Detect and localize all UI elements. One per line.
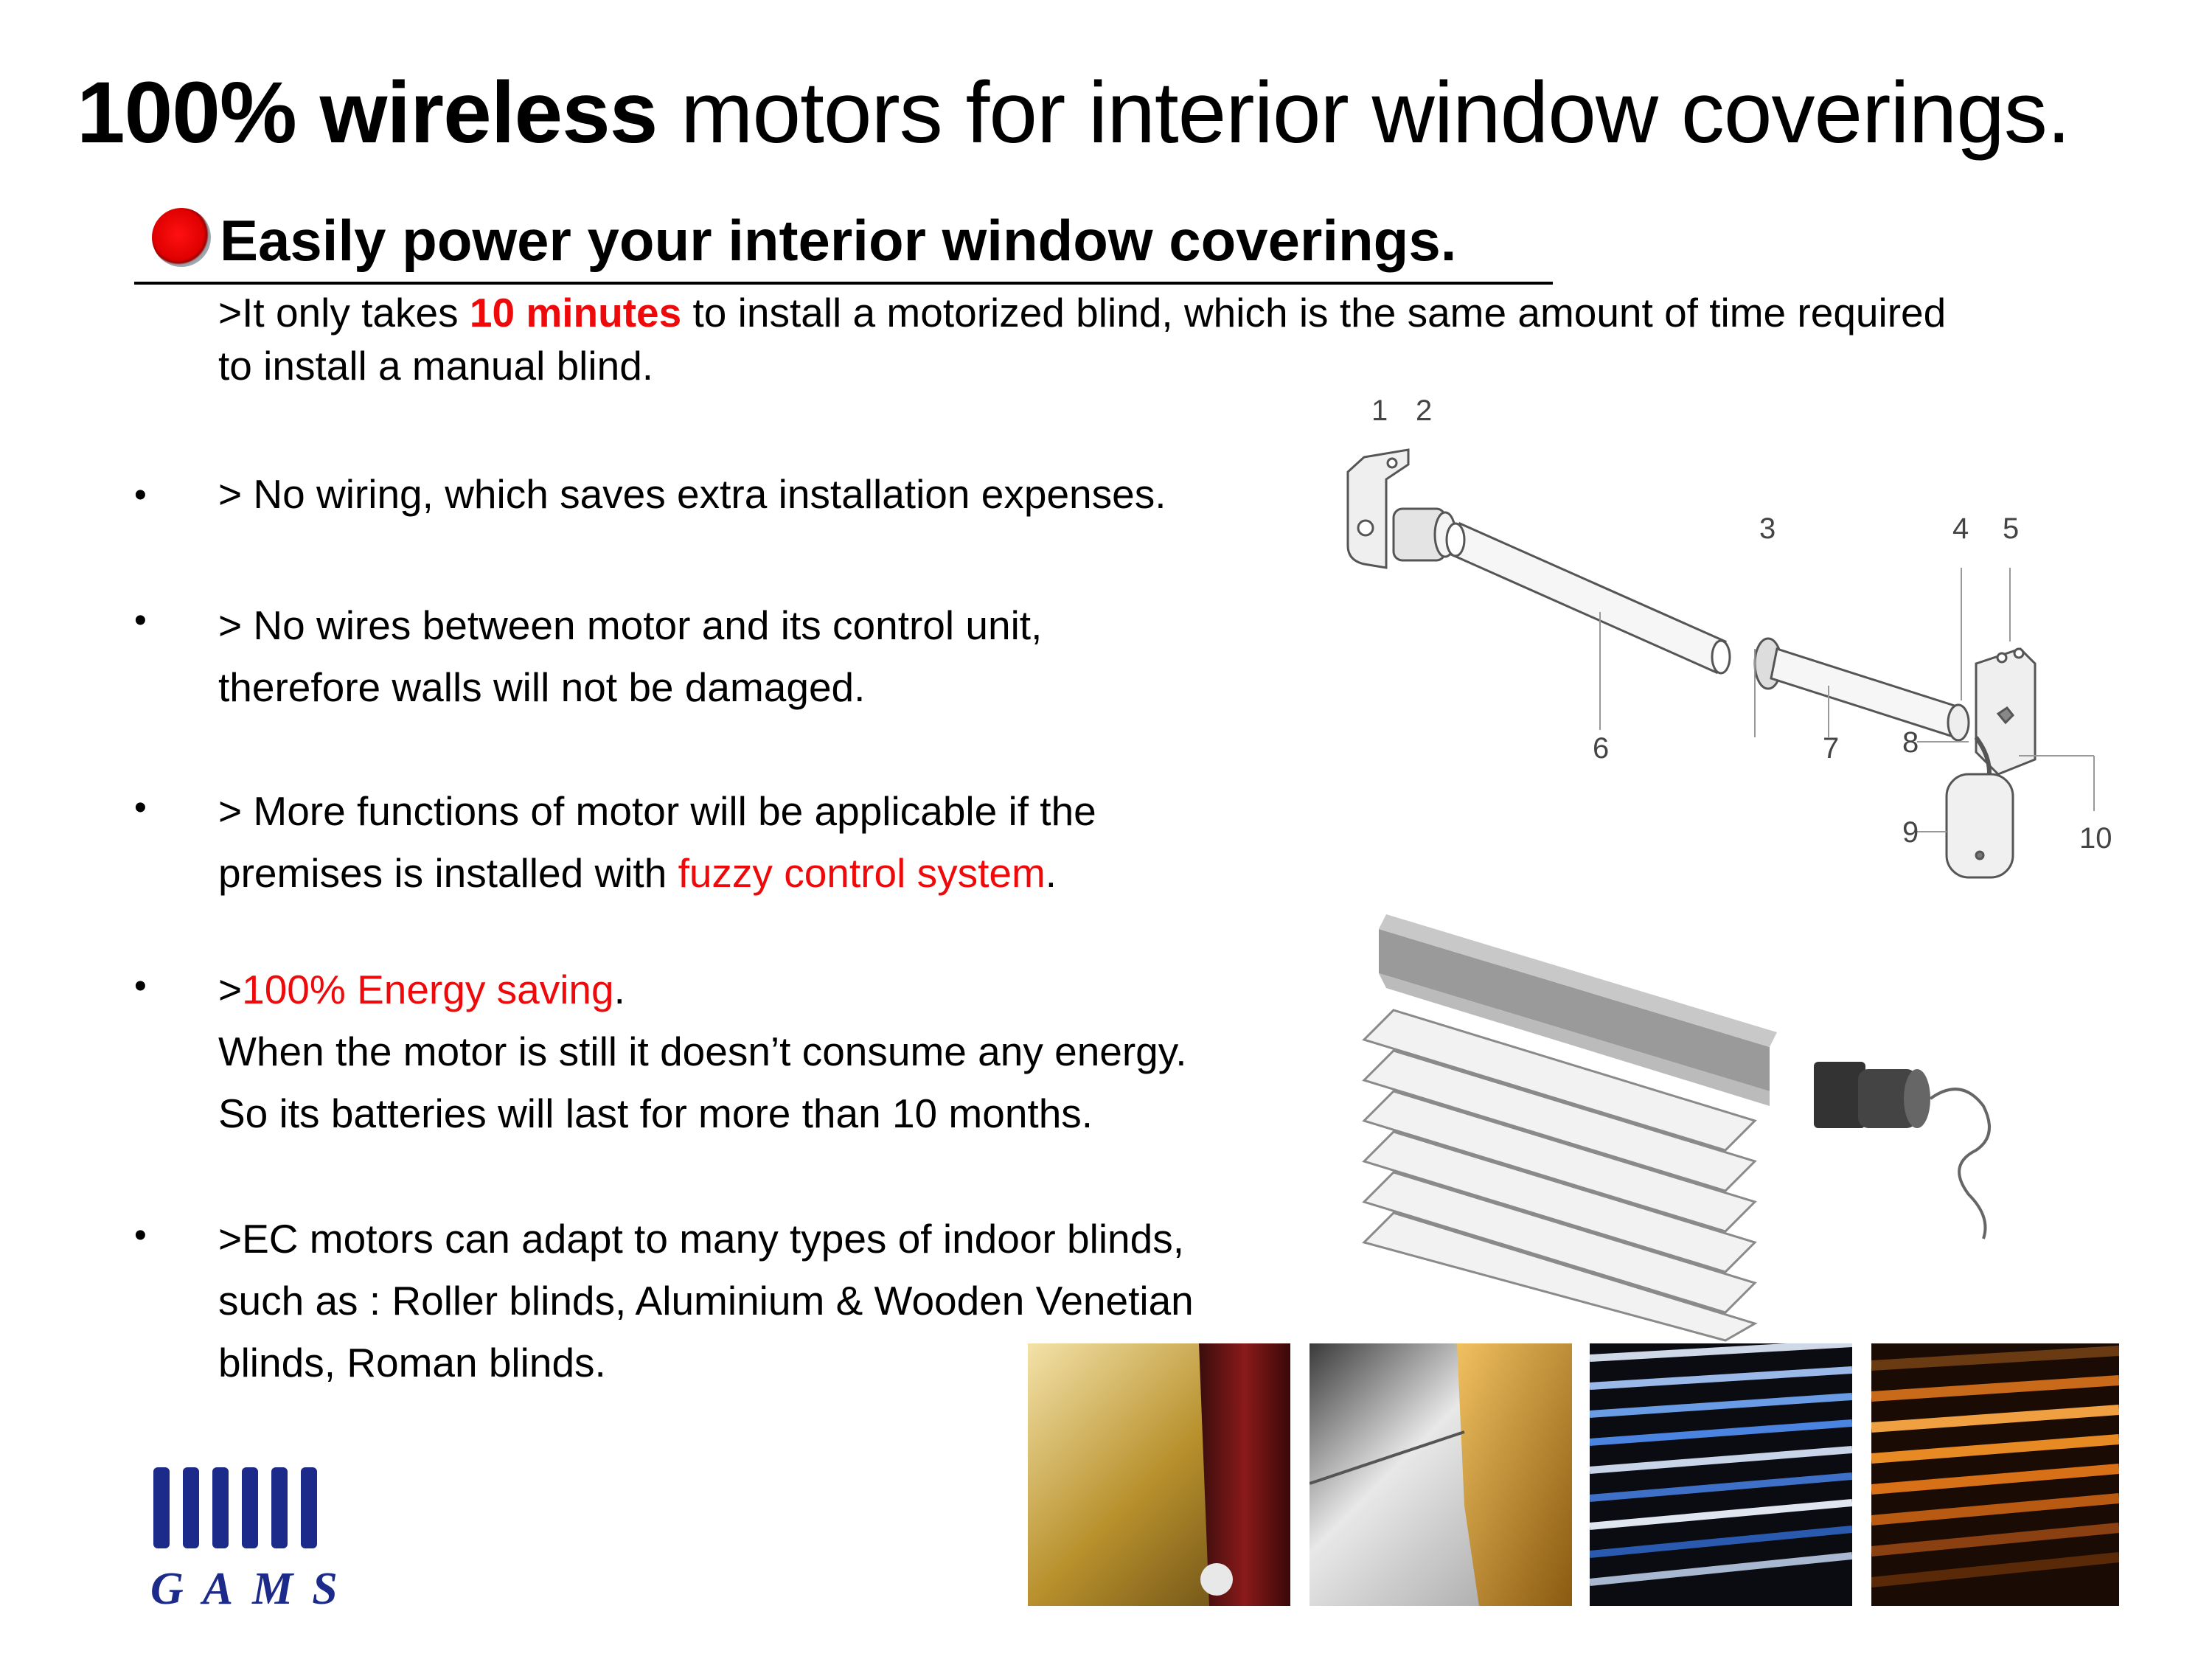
- wooden-venetian-photo: [1871, 1343, 2119, 1606]
- energy-saving-highlight: 100% Energy saving: [242, 967, 614, 1012]
- part-number-2: 2: [1416, 394, 1433, 427]
- part-number-4: 4: [1952, 512, 1969, 545]
- title-bold: 100% wireless: [77, 64, 658, 161]
- bullet-marker: •: [134, 788, 147, 827]
- subheading: Easily power your interior window coverings.: [220, 208, 1457, 273]
- bullet-no-wires: > No wires between motor and its control unit, therefore walls will not be damaged.: [218, 602, 1043, 710]
- bullet-energy-saving: >100% Energy saving. When the motor is still it doesn’t consume any energy. So its batteries will last for more than 10 months.: [218, 967, 1187, 1136]
- battery-pack-part: [1947, 774, 2013, 877]
- tube-end-part: [1771, 649, 1961, 737]
- part-number-8: 8: [1902, 726, 1919, 759]
- bullet-marker: •: [134, 967, 147, 1006]
- bullet-more-functions: > More functions of motor will be applicable if the premises is installed with fuzzy control system.: [218, 788, 1096, 896]
- bullet-marker: •: [134, 1216, 147, 1255]
- part-number-6: 6: [1593, 732, 1610, 765]
- part-number-7: 7: [1823, 732, 1840, 765]
- motor-exploded-diagram: [1312, 383, 2138, 914]
- page-title: [77, 58, 2070, 168]
- ten-minutes-highlight: 10 minutes: [469, 290, 682, 335]
- red-dot-bullet-icon: [152, 208, 211, 267]
- intro-text: [218, 286, 1946, 392]
- intro-line-1: >It only takes 10 minutes to install a motorized blind, which is the same amount of time required: [218, 290, 1947, 335]
- title-rest: motors for interior window coverings.: [657, 64, 2070, 161]
- part-number-1: 1: [1371, 394, 1388, 427]
- roman-blind-photo: [1310, 1343, 1572, 1606]
- venetian-blind-illustration: [1357, 900, 2035, 1342]
- bullet-no-wiring: > No wiring, which saves extra installation expenses.: [218, 471, 1166, 517]
- bullet-ec-motors: >EC motors can adapt to many types of indoor blinds, such as : Roller blinds, Aluminium & Wooden Venetian blinds, Roman blinds.: [218, 1216, 1194, 1385]
- roller-blind-photo: [1028, 1343, 1290, 1606]
- bullet-marker: •: [134, 476, 147, 515]
- bullet-marker: •: [134, 601, 147, 640]
- part-number-10: 10: [2079, 822, 2112, 855]
- part-number-3: 3: [1759, 512, 1776, 545]
- logo-text: GAMS: [150, 1564, 357, 1614]
- aluminium-venetian-photo: [1590, 1343, 1852, 1606]
- tube-part: [1451, 524, 1725, 672]
- fuzzy-control-highlight: fuzzy control system: [678, 850, 1046, 896]
- intro-line-2: to install a manual blind.: [218, 343, 654, 389]
- part-number-5: 5: [2003, 512, 2020, 545]
- part-number-9: 9: [1902, 816, 1919, 849]
- gams-logo: [145, 1460, 366, 1615]
